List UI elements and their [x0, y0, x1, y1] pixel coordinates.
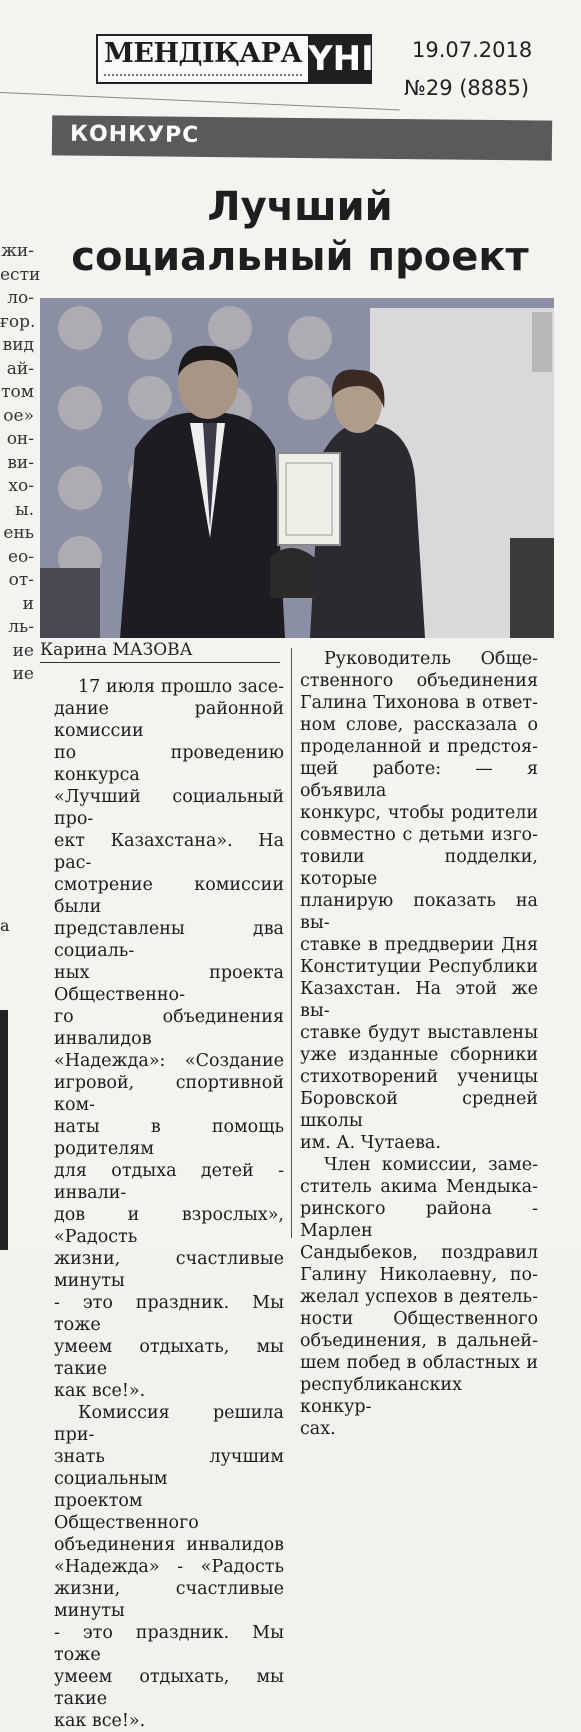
article-column-2 [300, 648, 538, 1440]
text-line: шем побед в областных и [300, 1353, 538, 1373]
fragment-line: хо- [8, 476, 34, 496]
text-line: - это праздник. Мы тоже [54, 1293, 284, 1335]
text-line: проектом Общественного [54, 1491, 199, 1533]
text-line: наты в помощь родителям [54, 1117, 284, 1159]
fragment-line: ғор. [0, 311, 36, 332]
text-line: конкурс, чтобы родители [300, 803, 538, 823]
text-line: Комиссия решила при- [54, 1403, 284, 1445]
text-line: ном слове, рассказала о [300, 715, 538, 735]
text-line: ственного объединения [300, 671, 538, 691]
text-line: Руководитель Обще- [324, 649, 538, 669]
fragment-line: ие [12, 664, 34, 684]
fragment-line: ень [3, 523, 34, 543]
masthead-subtitle-line [104, 74, 302, 80]
text-line: как все!». [54, 1711, 146, 1731]
headline-line-1: Лучший [207, 184, 393, 230]
article-paragraph [54, 1402, 284, 1732]
issue-date: 19.07.2018 [412, 38, 533, 62]
fragment-line: ай- [6, 358, 34, 379]
fragment-line: ео- [7, 546, 34, 567]
text-line: сах. [300, 1419, 336, 1439]
text-line: - это праздник. Мы тоже [54, 1623, 284, 1665]
text-line: Боровской средней школы [300, 1089, 538, 1131]
adjacent-letter: а [0, 916, 10, 935]
article-paragraph [54, 676, 284, 1402]
text-line: объединения, в дальней- [300, 1331, 538, 1351]
text-line: стихотворений ученицы [300, 1067, 538, 1087]
fragment-line: ести [0, 264, 41, 285]
article-headline [60, 182, 540, 282]
header-rule [0, 92, 400, 110]
adjacent-dark-block [0, 1010, 8, 1250]
text-line: ект Казахстана». На рас- [54, 831, 284, 873]
text-line: игровой, спортивной ком- [54, 1073, 284, 1115]
text-line: Галина Тихонова в ответ- [300, 693, 538, 713]
article-paragraph [300, 648, 538, 1154]
text-line: щей работе: — я объявила [300, 759, 538, 801]
section-rubric [52, 115, 552, 160]
text-line: «Надежда»: «Создание [54, 1051, 284, 1071]
text-line: ставке будут выставлены [300, 1023, 538, 1043]
column-divider [291, 648, 292, 1238]
text-line: ститель акима Мендыка- [300, 1177, 538, 1197]
byline-rule [40, 662, 280, 663]
text-line: жизни, счастливые минуты [54, 1579, 284, 1621]
text-line: Член комиссии, заме- [324, 1155, 538, 1175]
masthead-suffix: ҮНІ [308, 36, 370, 82]
text-line: Сандыбеков, поздравил [300, 1243, 538, 1263]
rubric-label: КОНКУРС [69, 121, 200, 148]
text-line: представлены два социаль- [54, 919, 284, 961]
text-line: желал успехов в деятель- [300, 1287, 538, 1307]
text-line: жизни, счастливые минуты [54, 1249, 284, 1291]
fragment-line: том [1, 382, 34, 402]
newspaper-masthead [96, 34, 372, 84]
text-line: по проведению конкурса [54, 743, 284, 785]
text-line: проделанной и предстоя- [300, 737, 538, 757]
masthead-name: МЕНДІҚАРА [104, 38, 302, 69]
text-line: го объединения инвалидов [54, 1007, 284, 1049]
adjacent-article-fragment [0, 240, 41, 687]
fragment-line: жи- [1, 241, 34, 261]
text-line: «Лучший социальный про- [54, 787, 284, 829]
text-line: как все!». [54, 1381, 146, 1401]
fragment-line: вид [2, 335, 34, 355]
fragment-line: ль- [8, 617, 34, 637]
text-line: уже изданные сборники [300, 1045, 538, 1065]
text-line: знать лучшим социальным [54, 1447, 284, 1489]
article-column-1 [54, 676, 284, 1732]
fragment-line: от- [8, 570, 34, 590]
text-line: планирую показать на вы- [300, 891, 538, 933]
text-line: ных проекта Общественно- [54, 963, 284, 1005]
text-line: ставке в преддверии Дня [300, 935, 538, 955]
text-line: совместно с детьми изго- [300, 825, 538, 845]
text-line: умеем отдыхать, мы такие [54, 1667, 284, 1709]
text-line: Галину Николаевну, по- [300, 1265, 538, 1285]
text-line: 17 июля прошло засе- [78, 677, 284, 697]
fragment-line: ое» [3, 405, 34, 426]
article-photo [40, 298, 554, 638]
fragment-line: он- [6, 429, 34, 449]
fragment-line: ы. [15, 499, 34, 520]
article-paragraph [300, 1154, 538, 1440]
text-line: для отдыха детей - инвали- [54, 1161, 284, 1203]
text-line: республиканских конкур- [300, 1375, 462, 1417]
fragment-line: ие [12, 640, 34, 661]
fragment-line: ло- [7, 288, 34, 308]
text-line: Казахстан. На этой же вы- [300, 979, 538, 1021]
text-line: Конституции Республики [300, 957, 538, 977]
text-line: ринского района - Марлен [300, 1199, 538, 1241]
headline-line-2: социальный проект [71, 234, 529, 280]
fragment-line: ви- [7, 452, 34, 473]
text-line: объединения инвалидов [54, 1535, 284, 1555]
text-line: умеем отдыхать, мы такие [54, 1337, 284, 1379]
text-line: дание районной комиссии [54, 699, 284, 741]
issue-number: №29 (8885) [404, 76, 530, 100]
fragment-line: и [22, 593, 34, 614]
text-line: дов и взрослых», «Радость [54, 1205, 284, 1247]
text-line: им. А. Чутаева. [300, 1133, 441, 1153]
text-line: смотрение комиссии были [54, 875, 284, 917]
article-byline: Карина МАЗОВА [40, 640, 193, 660]
text-line: товили подделки, которые [300, 847, 538, 889]
text-line: ности Общественного [300, 1309, 538, 1329]
text-line: «Надежда» - «Радость [54, 1557, 284, 1577]
